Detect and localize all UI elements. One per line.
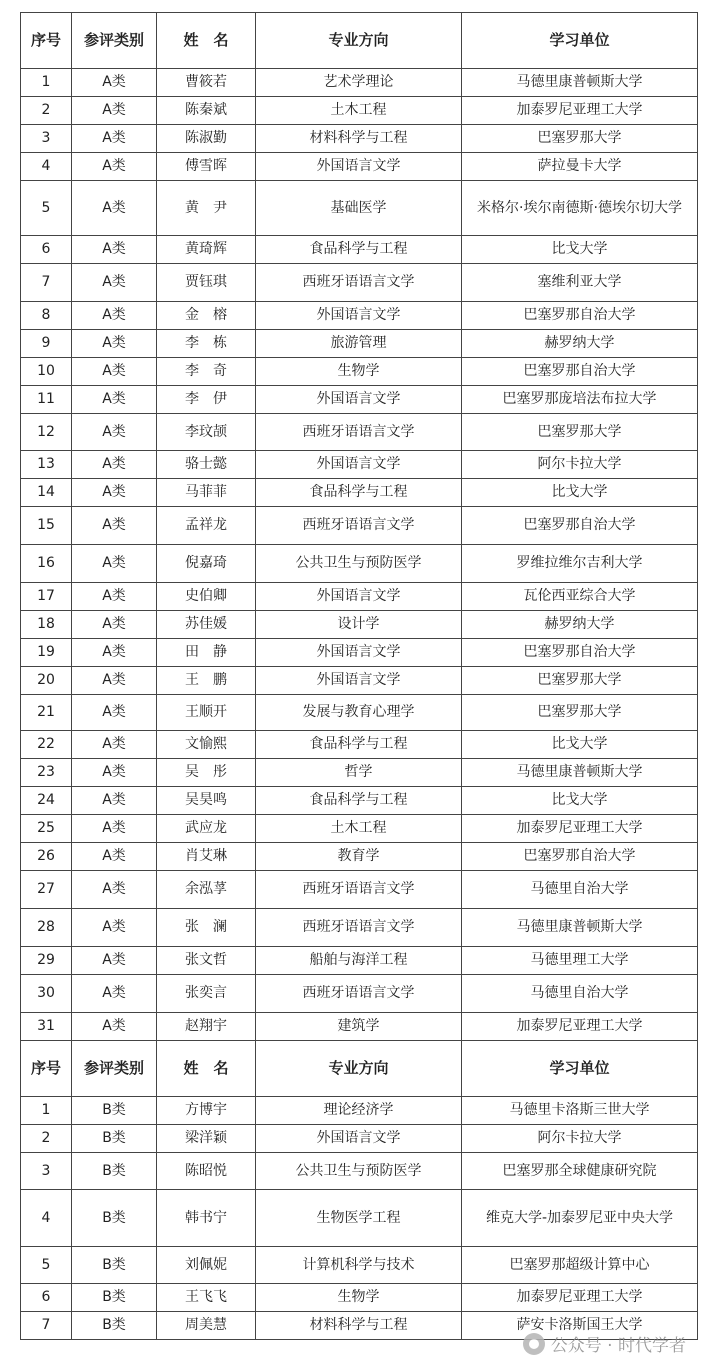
cell-category: A类 <box>72 787 157 815</box>
cell-institution: 巴塞罗那自治大学 <box>462 507 698 545</box>
scholarship-table <box>20 12 698 1340</box>
cell-name: 田 静 <box>157 639 256 667</box>
cell-institution: 巴塞罗那自治大学 <box>462 639 698 667</box>
cell-major: 发展与教育心理学 <box>256 695 462 731</box>
cell-institution: 巴塞罗那大学 <box>462 695 698 731</box>
cell-institution: 比戈大学 <box>462 479 698 507</box>
cell-category: A类 <box>72 975 157 1013</box>
cell-major: 生物学 <box>256 1284 462 1312</box>
cell-institution: 马德里自治大学 <box>462 975 698 1013</box>
table-row <box>21 1284 698 1312</box>
cell-index: 6 <box>21 1284 72 1312</box>
cell-major: 旅游管理 <box>256 330 462 358</box>
cell-major: 船舶与海洋工程 <box>256 947 462 975</box>
cell-category: A类 <box>72 264 157 302</box>
cell-institution: 比戈大学 <box>462 236 698 264</box>
cell-major: 公共卫生与预防医学 <box>256 1153 462 1190</box>
cell-major: 外国语言文学 <box>256 386 462 414</box>
table-row <box>21 236 698 264</box>
cell-index: 3 <box>21 1153 72 1190</box>
cell-major: 计算机科学与技术 <box>256 1247 462 1284</box>
header-name: 姓 名 <box>157 1041 256 1097</box>
cell-category: B类 <box>72 1097 157 1125</box>
cell-name: 文愉熙 <box>157 731 256 759</box>
cell-major: 食品科学与工程 <box>256 787 462 815</box>
cell-name: 史伯卿 <box>157 583 256 611</box>
cell-name: 王 鹏 <box>157 667 256 695</box>
cell-institution: 马德里自治大学 <box>462 871 698 909</box>
cell-major: 西班牙语语言文学 <box>256 264 462 302</box>
cell-institution: 加泰罗尼亚理工大学 <box>462 815 698 843</box>
cell-index: 15 <box>21 507 72 545</box>
table-row <box>21 69 698 97</box>
cell-name: 孟祥龙 <box>157 507 256 545</box>
cell-category: A类 <box>72 153 157 181</box>
cell-category: A类 <box>72 759 157 787</box>
cell-name: 赵翔宇 <box>157 1013 256 1041</box>
table-row <box>21 1097 698 1125</box>
cell-major: 外国语言文学 <box>256 451 462 479</box>
cell-name: 李 栋 <box>157 330 256 358</box>
cell-name: 陈昭悦 <box>157 1153 256 1190</box>
header-institution: 学习单位 <box>462 13 698 69</box>
cell-institution: 巴塞罗那自治大学 <box>462 358 698 386</box>
cell-institution: 加泰罗尼亚理工大学 <box>462 1284 698 1312</box>
cell-name: 余泓莩 <box>157 871 256 909</box>
cell-institution: 马德里卡洛斯三世大学 <box>462 1097 698 1125</box>
cell-index: 1 <box>21 69 72 97</box>
cell-institution: 阿尔卡拉大学 <box>462 1125 698 1153</box>
table-row <box>21 909 698 947</box>
cell-index: 16 <box>21 545 72 583</box>
cell-major: 土木工程 <box>256 815 462 843</box>
cell-index: 7 <box>21 264 72 302</box>
table-row <box>21 97 698 125</box>
table-row <box>21 545 698 583</box>
cell-institution: 巴塞罗那自治大学 <box>462 302 698 330</box>
cell-category: A类 <box>72 639 157 667</box>
cell-index: 1 <box>21 1097 72 1125</box>
cell-institution: 巴塞罗那大学 <box>462 125 698 153</box>
cell-institution: 巴塞罗那大学 <box>462 414 698 451</box>
cell-major: 教育学 <box>256 843 462 871</box>
cell-name: 李玟颉 <box>157 414 256 451</box>
cell-name: 周美慧 <box>157 1312 256 1340</box>
cell-institution: 比戈大学 <box>462 731 698 759</box>
cell-name: 倪嘉琦 <box>157 545 256 583</box>
cell-index: 6 <box>21 236 72 264</box>
cell-major: 西班牙语语言文学 <box>256 871 462 909</box>
cell-name: 陈淑勤 <box>157 125 256 153</box>
cell-name: 苏佳媛 <box>157 611 256 639</box>
cell-major: 西班牙语语言文学 <box>256 909 462 947</box>
cell-name: 张 澜 <box>157 909 256 947</box>
header-row <box>21 13 698 69</box>
cell-name: 张文哲 <box>157 947 256 975</box>
cell-index: 28 <box>21 909 72 947</box>
cell-category: A类 <box>72 611 157 639</box>
table-row <box>21 1190 698 1247</box>
cell-category: A类 <box>72 125 157 153</box>
cell-index: 31 <box>21 1013 72 1041</box>
header-major: 专业方向 <box>256 1041 462 1097</box>
cell-institution: 维克大学-加泰罗尼亚中央大学 <box>462 1190 698 1247</box>
cell-major: 外国语言文学 <box>256 1125 462 1153</box>
cell-index: 10 <box>21 358 72 386</box>
cell-index: 27 <box>21 871 72 909</box>
cell-index: 2 <box>21 1125 72 1153</box>
header-major: 专业方向 <box>256 13 462 69</box>
cell-major: 公共卫生与预防医学 <box>256 545 462 583</box>
cell-major: 艺术学理论 <box>256 69 462 97</box>
table-row <box>21 1125 698 1153</box>
cell-major: 建筑学 <box>256 1013 462 1041</box>
cell-institution: 巴塞罗那超级计算中心 <box>462 1247 698 1284</box>
cell-major: 外国语言文学 <box>256 153 462 181</box>
table-row <box>21 1013 698 1041</box>
cell-institution: 巴塞罗那自治大学 <box>462 843 698 871</box>
cell-name: 李 奇 <box>157 358 256 386</box>
cell-index: 23 <box>21 759 72 787</box>
cell-category: A类 <box>72 909 157 947</box>
cell-major: 外国语言文学 <box>256 302 462 330</box>
cell-category: A类 <box>72 815 157 843</box>
table-row <box>21 1247 698 1284</box>
cell-institution: 阿尔卡拉大学 <box>462 451 698 479</box>
table-row <box>21 787 698 815</box>
cell-category: A类 <box>72 451 157 479</box>
cell-major: 生物医学工程 <box>256 1190 462 1247</box>
cell-index: 29 <box>21 947 72 975</box>
cell-category: B类 <box>72 1247 157 1284</box>
cell-institution: 萨拉曼卡大学 <box>462 153 698 181</box>
cell-name: 方博宇 <box>157 1097 256 1125</box>
cell-name: 马菲菲 <box>157 479 256 507</box>
cell-index: 18 <box>21 611 72 639</box>
cell-major: 理论经济学 <box>256 1097 462 1125</box>
cell-major: 基础医学 <box>256 181 462 236</box>
cell-category: A类 <box>72 947 157 975</box>
table-row <box>21 611 698 639</box>
cell-name: 肖艾琳 <box>157 843 256 871</box>
table-row <box>21 639 698 667</box>
cell-major: 材料科学与工程 <box>256 1312 462 1340</box>
cell-category: B类 <box>72 1312 157 1340</box>
table-row <box>21 302 698 330</box>
cell-index: 22 <box>21 731 72 759</box>
cell-institution: 马德里康普顿斯大学 <box>462 909 698 947</box>
cell-institution: 赫罗纳大学 <box>462 611 698 639</box>
cell-index: 13 <box>21 451 72 479</box>
cell-institution: 巴塞罗那大学 <box>462 667 698 695</box>
cell-major: 土木工程 <box>256 97 462 125</box>
cell-index: 25 <box>21 815 72 843</box>
cell-category: A类 <box>72 507 157 545</box>
cell-name: 武应龙 <box>157 815 256 843</box>
table-row <box>21 871 698 909</box>
watermark <box>523 1331 686 1356</box>
table-row <box>21 125 698 153</box>
header-category: 参评类别 <box>72 1041 157 1097</box>
cell-category: A类 <box>72 358 157 386</box>
cell-major: 西班牙语语言文学 <box>256 975 462 1013</box>
cell-institution: 加泰罗尼亚理工大学 <box>462 97 698 125</box>
cell-major: 哲学 <box>256 759 462 787</box>
table-row <box>21 975 698 1013</box>
cell-index: 14 <box>21 479 72 507</box>
table-row <box>21 695 698 731</box>
cell-institution: 加泰罗尼亚理工大学 <box>462 1013 698 1041</box>
cell-name: 黄 尹 <box>157 181 256 236</box>
cell-name: 曹筱若 <box>157 69 256 97</box>
cell-category: A类 <box>72 479 157 507</box>
cell-name: 陈秦斌 <box>157 97 256 125</box>
cell-name: 张奕言 <box>157 975 256 1013</box>
cell-name: 贾钰琪 <box>157 264 256 302</box>
table-row <box>21 451 698 479</box>
header-index: 序号 <box>21 13 72 69</box>
cell-name: 刘佩妮 <box>157 1247 256 1284</box>
header-row <box>21 1041 698 1097</box>
header-category: 参评类别 <box>72 13 157 69</box>
table-row <box>21 815 698 843</box>
cell-major: 设计学 <box>256 611 462 639</box>
cell-category: B类 <box>72 1284 157 1312</box>
cell-index: 8 <box>21 302 72 330</box>
table-row <box>21 667 698 695</box>
cell-major: 外国语言文学 <box>256 667 462 695</box>
cell-index: 12 <box>21 414 72 451</box>
cell-institution: 瓦伦西亚综合大学 <box>462 583 698 611</box>
cell-index: 19 <box>21 639 72 667</box>
table-row <box>21 330 698 358</box>
cell-category: A类 <box>72 731 157 759</box>
cell-name: 骆士懿 <box>157 451 256 479</box>
header-name: 姓 名 <box>157 13 256 69</box>
cell-index: 17 <box>21 583 72 611</box>
cell-category: B类 <box>72 1125 157 1153</box>
table-row <box>21 947 698 975</box>
table-row <box>21 843 698 871</box>
cell-name: 王顺开 <box>157 695 256 731</box>
cell-institution: 塞维利亚大学 <box>462 264 698 302</box>
cell-category: A类 <box>72 414 157 451</box>
cell-category: B类 <box>72 1190 157 1247</box>
cell-name: 黄琦辉 <box>157 236 256 264</box>
table-row <box>21 181 698 236</box>
table-row <box>21 731 698 759</box>
cell-index: 2 <box>21 97 72 125</box>
cell-major: 食品科学与工程 <box>256 731 462 759</box>
cell-category: A类 <box>72 1013 157 1041</box>
cell-category: A类 <box>72 871 157 909</box>
table-row <box>21 583 698 611</box>
cell-name: 梁洋颖 <box>157 1125 256 1153</box>
table-row <box>21 358 698 386</box>
cell-institution: 米格尔·埃尔南德斯·德埃尔切大学 <box>462 181 698 236</box>
cell-index: 7 <box>21 1312 72 1340</box>
cell-category: A类 <box>72 97 157 125</box>
cell-category: A类 <box>72 695 157 731</box>
cell-category: A类 <box>72 302 157 330</box>
cell-index: 24 <box>21 787 72 815</box>
cell-index: 26 <box>21 843 72 871</box>
cell-index: 20 <box>21 667 72 695</box>
watermark-text: 公众号 · 时代学者 <box>550 1336 686 1356</box>
cell-index: 4 <box>21 1190 72 1247</box>
cell-category: A类 <box>72 181 157 236</box>
table-row <box>21 479 698 507</box>
cell-major: 西班牙语语言文学 <box>256 414 462 451</box>
table-row <box>21 414 698 451</box>
cell-institution: 马德里理工大学 <box>462 947 698 975</box>
cell-category: A类 <box>72 236 157 264</box>
table-row <box>21 507 698 545</box>
cell-institution: 马德里康普顿斯大学 <box>462 69 698 97</box>
cell-institution: 赫罗纳大学 <box>462 330 698 358</box>
cell-major: 材料科学与工程 <box>256 125 462 153</box>
cell-index: 4 <box>21 153 72 181</box>
cell-index: 5 <box>21 1247 72 1284</box>
cell-major: 生物学 <box>256 358 462 386</box>
cell-index: 21 <box>21 695 72 731</box>
table-row <box>21 264 698 302</box>
cell-name: 傅雪晖 <box>157 153 256 181</box>
cell-institution: 巴塞罗那全球健康研究院 <box>462 1153 698 1190</box>
cell-category: A类 <box>72 330 157 358</box>
cell-institution: 萨安卡洛斯国王大学 <box>462 1312 698 1340</box>
cell-institution: 比戈大学 <box>462 787 698 815</box>
cell-category: A类 <box>72 69 157 97</box>
cell-category: B类 <box>72 1153 157 1190</box>
table-row <box>21 1153 698 1190</box>
cell-major: 外国语言文学 <box>256 639 462 667</box>
cell-name: 王飞飞 <box>157 1284 256 1312</box>
cell-major: 食品科学与工程 <box>256 236 462 264</box>
table-row <box>21 386 698 414</box>
cell-institution: 巴塞罗那庞培法布拉大学 <box>462 386 698 414</box>
header-index: 序号 <box>21 1041 72 1097</box>
cell-name: 吴昊鸣 <box>157 787 256 815</box>
cell-name: 吴 彤 <box>157 759 256 787</box>
cell-index: 30 <box>21 975 72 1013</box>
table-row <box>21 153 698 181</box>
table-row <box>21 759 698 787</box>
cell-index: 11 <box>21 386 72 414</box>
cell-name: 李 伊 <box>157 386 256 414</box>
cell-category: A类 <box>72 545 157 583</box>
cell-category: A类 <box>72 583 157 611</box>
cell-major: 西班牙语语言文学 <box>256 507 462 545</box>
cell-institution: 马德里康普顿斯大学 <box>462 759 698 787</box>
cell-index: 5 <box>21 181 72 236</box>
cell-category: A类 <box>72 386 157 414</box>
wechat-logo-icon <box>523 1333 545 1355</box>
cell-category: A类 <box>72 843 157 871</box>
cell-name: 韩书宁 <box>157 1190 256 1247</box>
cell-index: 3 <box>21 125 72 153</box>
cell-major: 食品科学与工程 <box>256 479 462 507</box>
cell-index: 9 <box>21 330 72 358</box>
cell-institution: 罗维拉维尔吉利大学 <box>462 545 698 583</box>
header-institution: 学习单位 <box>462 1041 698 1097</box>
cell-category: A类 <box>72 667 157 695</box>
cell-name: 金 榕 <box>157 302 256 330</box>
cell-major: 外国语言文学 <box>256 583 462 611</box>
